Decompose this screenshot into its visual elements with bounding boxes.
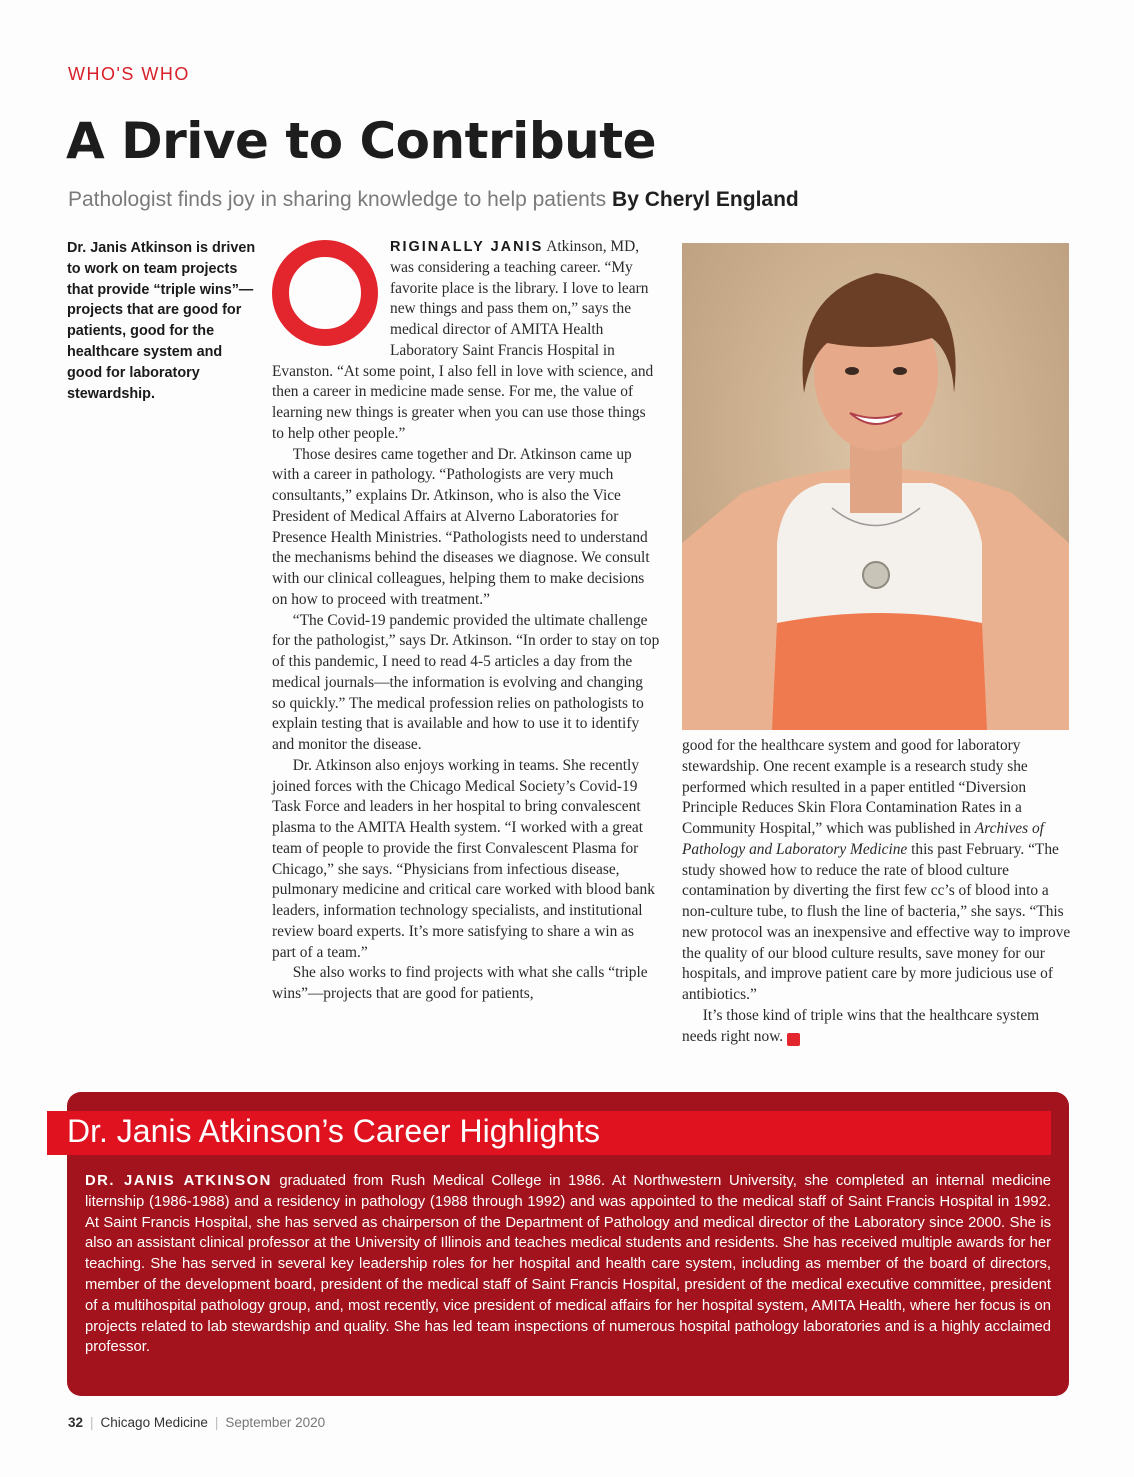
drop-cap	[272, 240, 378, 346]
page-footer	[68, 1415, 325, 1430]
lead-in: RIGINALLY JANIS	[390, 239, 544, 255]
portrait-illustration	[682, 243, 1069, 730]
article-paragraph: She also works to find projects with what she calls “triple wins”—projects that are good for patients,	[272, 964, 648, 1002]
headline: A Drive to Contribute	[66, 112, 657, 170]
highlights-body: DR. JANIS ATKINSON graduated from Rush Medical College in 1986. At Northwestern University, she completed an internal medicine liternship (1986-1988) and a residency in pathology (1988 through 1992) and was appointed to the medical staff of Saint Francis Hospital in 1992. At Saint Francis Hospital, she has served as chairperson of the Department of Pathology and medical director of the Laboratory since 2000. She is also an assistant clinical professor at the University of Illinois and teaches medical students and residents. She has received multiple awards for her teaching. She has served in several key leadership roles for her hospital and health care system, including as member of the board of directors, member of the development board, president of the medical staff of Saint Francis Hospital, president of the medical executive committee, president of a multihospital pathology group, and, most recently, vice president of medical affairs for her hospital system, AMITA Health, where her focus is on projects related to lab stewardship and quality. She has led team inspections of numerous hospital pathology laboratories and is a highly acclaimed professor.	[85, 1173, 1051, 1356]
footer-divider: |	[214, 1415, 219, 1430]
page-number: 32	[68, 1415, 84, 1430]
section-label: WHO'S WHO	[68, 64, 190, 84]
deck	[68, 188, 799, 212]
career-highlights-box	[67, 1092, 1069, 1396]
article-paragraph: RIGINALLY JANIS Atkinson, MD, was considering a teaching career. “My favorite place is the library. I love to learn new things and pass them on,” says the medical director of AMITA Health Laboratory Saint Francis Hospital in Evanston. “At some point, I also fell in love with science, and then a career in medicine made sense. For me, the value of learning new things is greater when you can use those things to help other people.”	[272, 238, 654, 442]
journal-title: Archives of Pathology and Laboratory Medicine	[682, 820, 1044, 858]
article-column-1	[272, 237, 660, 1005]
article-paragraph: Dr. Atkinson also enjoys working in teams. She recently joined forces with the Chicago Medical Society’s Covid-19 Task Force and leaders in her hospital to bring convalescent plasma to the AMITA Health system. “I worked with a great team of people to provide the first Convalescent Plasma for Chicago,” she says. “Physicians from infectious disease, pulmonary medicine and critical care worked with blood bank leaders, information technology specialists, and institutional review board experts. It’s more satisfying to share a win as part of a team.”	[272, 756, 655, 961]
footer-divider: |	[90, 1415, 94, 1430]
deck-text: Pathologist finds joy in sharing knowledge to help patients	[68, 188, 607, 211]
article-column-2	[682, 736, 1072, 1047]
highlights-title: Dr. Janis Atkinson’s Career Highlights	[67, 1113, 600, 1149]
issue-date: September 2020	[225, 1415, 326, 1430]
article-paragraph: It’s those kind of triple wins that the healthcare system needs right now. C	[682, 1006, 1040, 1045]
portrait-photo	[682, 243, 1069, 730]
byline: By Cheryl England	[612, 188, 799, 211]
article-paragraph: good for the healthcare system and good for laboratory stewardship. One recent example is a research study she performed which resulted in a paper entitled “Diversion Principle Reduces Skin Flora Contamination Rates in a Community Hospital,” which was published in Archives of Pathology and Laboratory Medicine this past February. “The study showed how to reduce the rate of blood culture contamination by diverting the first few cc’s of blood into a non-culture tube, to flush the line of bacteria,” she says. “This new protocol was an inexpensive and effective way to improve the quality of our blood culture results, save money for our hospitals, and improve patient care by more judicious use of antibiotics.”	[682, 737, 1071, 1003]
highlights-name: DR. JANIS ATKINSON	[85, 1173, 272, 1189]
publication-name: Chicago Medicine	[100, 1415, 208, 1430]
end-mark-icon: C	[787, 1033, 800, 1046]
article-paragraph: Those desires came together and Dr. Atkinson came up with a career in pathology. “Pathologists are very much consultants,” explains Dr. Atkinson, who is also the Vice President of Medical Affairs at Alverno Laboratories for Presence Health Ministries. “Pathologists need to understand the mechanisms behind the diseases we diagnose. We consult with our clinical colleagues, helping them to make decisions on how to proceed with treatment.”	[272, 445, 650, 608]
pull-quote: Dr. Janis Atkinson is driven to work on team projects that provide “triple wins”—projects that are good for patients, good for the healthcare system and good for laboratory stewardship.	[67, 240, 256, 402]
highlights-title-bar	[47, 1111, 1051, 1155]
article-paragraph: “The Covid-19 pandemic provided the ultimate challenge for the pathologist,” says Dr. Atkinson. “In order to stay on top of this pandemic, I need to read 4-5 articles a day from the medical journals—the information is evolving and changing so quickly.” The medical profession relies on pathologists to explain testing that is available and how to use it to identify and monitor the disease.	[272, 611, 660, 753]
